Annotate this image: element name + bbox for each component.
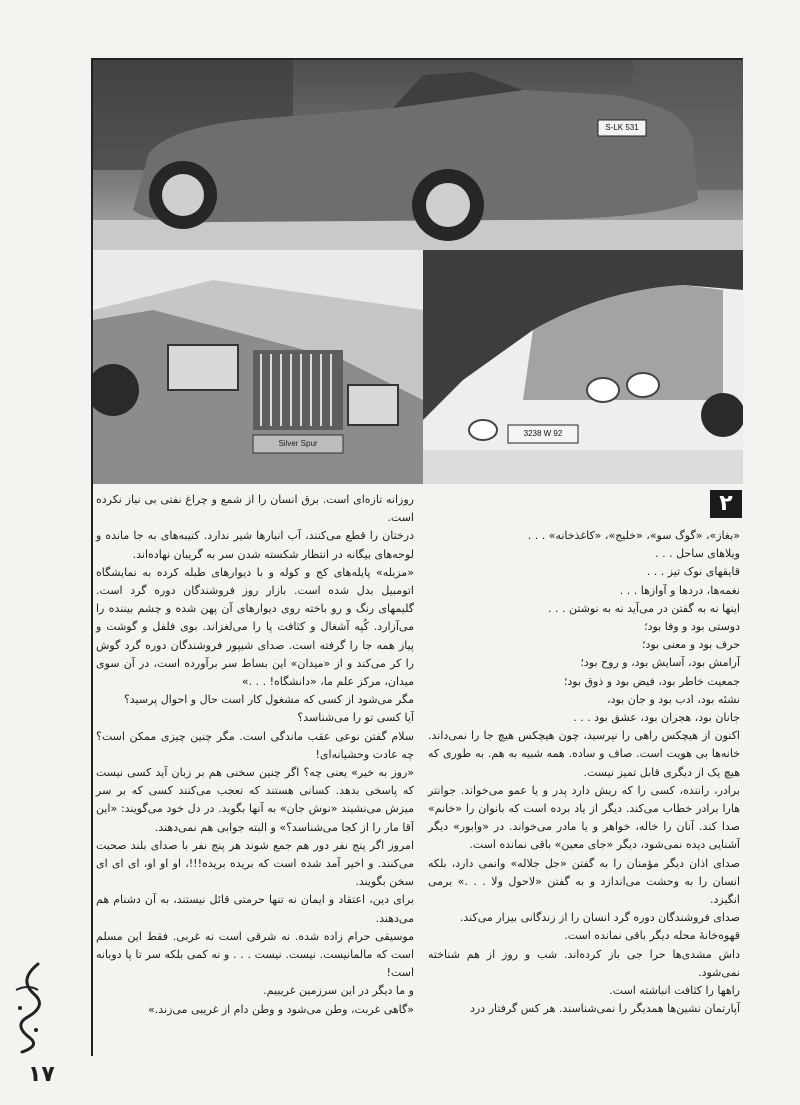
paragraph: «روز به خیر» یعنی چه؟ اگر چنین سخنی هم بر زبان آید کسی نیست که پاسخی بدهد. کسانی هستند که تعجب می‌کنند کسی که بر سر میزش می‌نشیند «نوش جان» به آنها بگوید. در دل خود می‌گویند: «این آقا مار را از کجا می‌شناسد؟» و البته جوابی هم نمی‌دهند. <box>96 766 414 834</box>
photo-luxury-car-grille <box>93 250 423 484</box>
paragraph: سلام گفتن نوعی عقب ماندگی است. مگر چنین چیزی ممکن است؟ چه عادت وحشیانه‌ای! <box>96 729 414 761</box>
text-column-left <box>96 491 414 1056</box>
poem-line: «بغاز»، «گوگ سو»، «خلیج»، «کاغذخانه» . . . <box>527 529 740 542</box>
poem-line: دوستی بود و وفا بود؛ <box>644 620 740 634</box>
paragraph: برادر، راننده، کسی را که ریش دارد پدر و یا عمو می‌خواند. جوانتر هارا برادر خطاب می‌کند. دیگر از یاد برده است که بانوان را «خانم» صدا کند. آنان را خاله، خواهر و یا مادر می‌خواند. در «وابور» دیگر آشنایی دیده نمی‌شود، دیگر «جای معین» باقی نمانده است. <box>428 783 740 852</box>
paragraph: «مزبله» پایله‌های کج و کوله و با دیوارهای طبله کرده به نمایشگاه اتومبیل بدل شده است. بازار روز فروشندگان دوره گرد است. گلیمهای رنگ و رو باخته روی دیوارهای آن پهن شده و چشم بیننده را می‌آزارد. کُپه آشغال و کثافت پا را می‌لغزاند. بوی فلفل و گوشت و پیاز همه جا را گرفته است. صدای شیپور فروشندگان دوره گرد گوش را کر می‌کند و از «میدان» این بساط سر برآورده است، در آن سوی میدان، مرکز علم ما، «دانشگاه! . . .» <box>96 565 414 689</box>
paragraph: «گاهی غربت، وطن می‌شود و وطن دام از غریبی می‌زند.» <box>148 1002 414 1016</box>
photo-sports-car-front <box>423 250 743 484</box>
paragraph: برای دین، اعتقاد و ایمان نه تنها حرمتی قائل نیستند، به آن دشنام هم می‌دهند. <box>96 893 414 925</box>
paragraph: موسیقی حرام زاده شده. نه شرقی است نه غربی. فقط این مسلم است که مالمانیست. نیست. نیست . . . و نه کمی بلکه سر تا پا دوبانه است! <box>96 929 414 980</box>
poem-line: حرف بود و معنی بود؛ <box>641 638 740 652</box>
poem-line: جانان بود، هجران بود، عشق بود . . . <box>573 711 740 725</box>
license-plate-bottom-right: 3238 W 92 <box>523 429 563 438</box>
paragraph: صدای اذان دیگر مؤمنان را به گفتن «جل جلاله» وانمی دارد، بلکه انسان را به وحشت می‌اندازد و به گفتن «لاحول ولا . . .» برمی انگیزد. <box>428 856 740 907</box>
text-column-right <box>428 527 740 1055</box>
magazine-logo <box>8 960 48 1056</box>
paragraph: راهها را کثافت انباشته است. <box>609 984 740 998</box>
paragraph: روزانه تازه‌ای است. برق انسان را از شمع و چراغ نفتی بی نیاز نکرده است. <box>96 493 414 525</box>
poem-line: ویلاهای ساحل . . . <box>655 547 740 561</box>
paragraph: و ما دیگر در این سرزمین غریبیم. <box>263 984 414 998</box>
paragraph: داش مشدی‌ها حرا جی باز کرده‌اند. شب و روز از هم شناخته نمی‌شود. <box>428 947 740 979</box>
poem-line: اینها نه به گفتن در می‌آید نه به نوشتن . . . <box>548 601 740 615</box>
poem-line: نشئه بود، ادب بود و جان بود، <box>607 692 740 706</box>
paragraph: آپارتمان نشین‌ها همدیگر را نمی‌شناسند. هر کس گرفتار درد <box>470 1002 740 1016</box>
page-number: ١٧ <box>28 1062 55 1087</box>
paragraph: قهوه‌خانهٔ محله دیگر باقی نمانده است. <box>564 929 740 943</box>
paragraph: مگر می‌شود از کسی که مشغول کار است حال و احوال پرسید؟ <box>123 693 414 707</box>
section-number-box: ۲ <box>710 490 742 518</box>
grille-badge: Silver Spur <box>278 439 318 448</box>
paragraph: اکنون از هیچکس راهی را نپرسید، چون هیچکس هیچ جا را نمی‌داند. خانه‌ها بی هویت است. صاف و ساده. همه شبیه به هم. به طوری که هیچ یک از دیگری قابل تمیز نیست. <box>428 729 740 779</box>
paragraph: صدای فروشندگان دوره گرد انسان را از زندگانی بیزار می‌کند. <box>459 911 740 925</box>
paragraph: آیا کسی تو را می‌شناسد؟ <box>297 711 414 725</box>
poem-line: جمعیت خاطر بود، فیض بود و ذوق بود؛ <box>563 674 740 688</box>
paragraph: درختان را قطع می‌کنند، آب انبارها شیر ندارد. کتیبه‌های به جا مانده و لوحه‌های بیگانه در انتظار شکسته شدن سر به گریبان نهاده‌اند. <box>96 529 414 561</box>
poem-line: قایقهای نوک تیز . . . <box>646 565 740 579</box>
license-plate-top: S-LK 531 <box>605 123 639 132</box>
poem-line: آرامش بود، آسایش بود، و روح بود؛ <box>580 656 740 670</box>
photo-convertible-car <box>93 60 743 250</box>
paragraph: امروز اگر پنج نفر دور هم جمع شوند هر پنج نفر با صدای بلند صحبت می‌کنند. و اخیر آمد شده است که بریده بریده!!!، او او او، ای ای ای سخن بگویند. <box>96 838 414 889</box>
poem-line: نغمه‌ها، دردها و آوازها . . . <box>619 583 740 597</box>
